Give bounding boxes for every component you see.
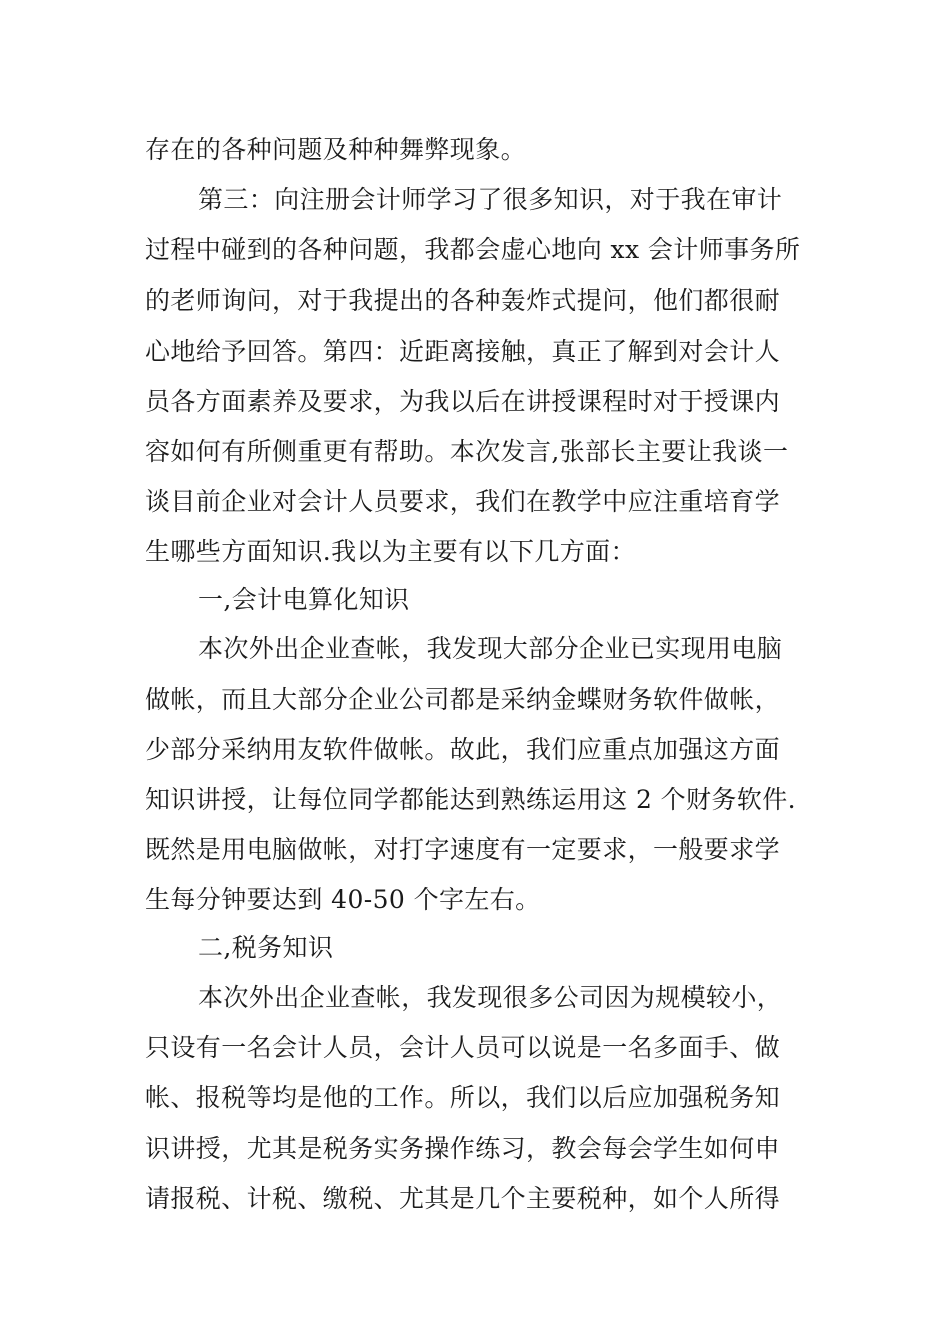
section-heading-2: 二,税务知识 <box>198 933 334 962</box>
text-line-11: 本次外出企业查帐，我发现大部分企业已实现用电脑 <box>198 634 783 663</box>
text-line-4: 的老师询问，对于我提出的各种轰炸式提问，他们都很耐 <box>145 286 781 315</box>
text-line-12: 做帐，而且大部分企业公司都是采纳金蝶财务软件做帐， <box>145 685 781 714</box>
text-line-14: 知识讲授，让每位同学都能达到熟练运用这 2 个财务软件. <box>145 785 796 814</box>
text-line-2: 第三：向注册会计师学习了很多知识，对于我在审计 <box>198 185 783 214</box>
text-line-6: 员各方面素养及要求，为我以后在讲授课程时对于授课内 <box>145 387 781 416</box>
text-line-21: 识讲授，尤其是税务实务操作练习，教会每会学生如何申 <box>145 1134 781 1163</box>
text-line-1: 存在的各种问题及种种舞弊现象。 <box>145 135 527 164</box>
text-line-13: 少部分采纳用友软件做帐。故此，我们应重点加强这方面 <box>145 735 781 764</box>
text-line-5: 心地给予回答。第四：近距离接触，真正了解到对会计人 <box>145 337 781 366</box>
text-line-8: 谈目前企业对会计人员要求，我们在教学中应注重培育学 <box>145 487 781 516</box>
text-line-3: 过程中碰到的各种问题，我都会虚心地向 xx 会计师事务所 <box>145 235 801 264</box>
text-line-22: 请报税、计税、缴税、尤其是几个主要税种，如个人所得 <box>145 1184 781 1213</box>
text-line-16: 生每分钟要达到 40-50 个字左右。 <box>145 885 541 914</box>
text-line-18: 本次外出企业查帐，我发现很多公司因为规模较小， <box>198 983 783 1012</box>
text-line-7: 容如何有所侧重更有帮助。本次发言,张部长主要让我谈一 <box>145 437 789 466</box>
text-line-15: 既然是用电脑做帐，对打字速度有一定要求，一般要求学 <box>145 835 781 864</box>
text-line-20: 帐、报税等均是他的工作。所以，我们以后应加强税务知 <box>145 1083 781 1112</box>
section-heading-1: 一,会计电算化知识 <box>198 585 410 614</box>
text-line-19: 只设有一名会计人员，会计人员可以说是一名多面手、做 <box>145 1033 781 1062</box>
text-line-9: 生哪些方面知识.我以为主要有以下几方面： <box>145 537 636 566</box>
